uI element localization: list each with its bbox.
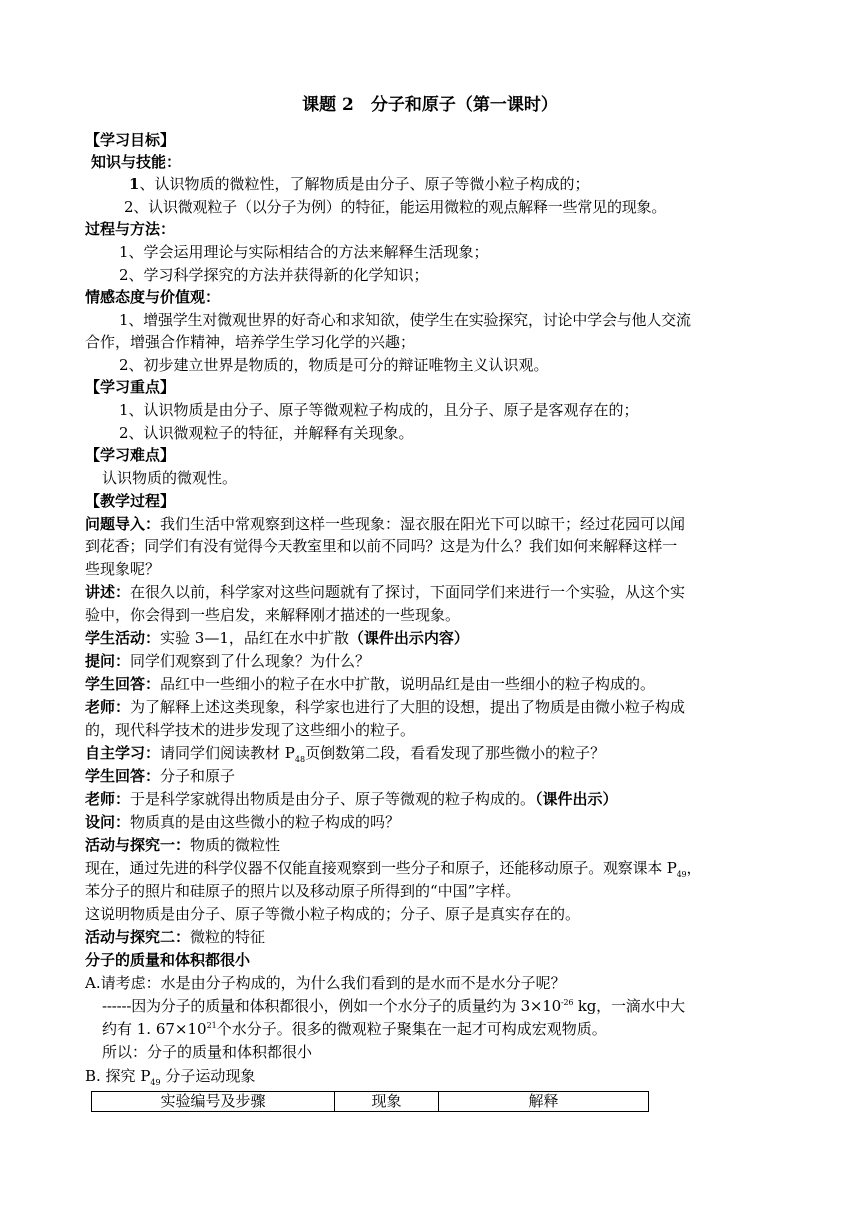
knowledge-item-1-text: 、认识物质的微粒性，了解物质是由分子、原子等微小粒子构成的； (139, 175, 590, 193)
student-answer-1-line (85, 674, 655, 694)
student-activity-label: 学生活动： (85, 629, 161, 647)
set-question-line (85, 812, 400, 832)
part-a-answer-line-1 (102, 996, 685, 1016)
self-study-text-a: 请同学们阅读教材 P (160, 744, 295, 762)
teacher-1-label: 老师： (85, 698, 131, 716)
table-header-steps: 实验编号及步骤 (92, 1092, 335, 1112)
explore-1-para-line-3: 这说明物质是由分子、原子等微小粒子构成的；分子、原子是真实存在的。 (85, 905, 581, 923)
process-section-heading: 【教学过程】 (85, 492, 176, 510)
self-study-text-b: 页倒数第二段，看看发现了那些微小的粒子？ (305, 744, 606, 762)
intro-line-3: 些现象呢？ (85, 560, 161, 578)
knowledge-item-1 (129, 174, 589, 194)
self-study-page-sub: 48 (294, 755, 306, 764)
knowledge-heading: 知识与技能： (91, 153, 182, 171)
table-header-phenomenon: 现象 (335, 1092, 439, 1112)
intro-line-1 (85, 514, 685, 534)
student-activity-note: （课件出示内容） (348, 629, 469, 647)
question-line (85, 651, 370, 671)
explore-1-para-text-b: ， (686, 859, 702, 877)
intro-text-1: 我们生活中常观察到这样一些现象：湿衣服在阳光下可以晾干；经过花园可以闻 (160, 515, 686, 533)
teacher-2-note: （课件出示） (535, 790, 618, 808)
teacher-1-line-2: 的，现代科学技术的进步发现了这些细小的粒子。 (85, 721, 416, 739)
key-point-1: 1、认识物质是由分子、原子等微观粒子构成的，且分子、原子是客观存在的； (119, 401, 639, 419)
part-a-conclusion: 所以：分子的质量和体积都很小 (102, 1043, 313, 1061)
teacher-2-line (85, 789, 618, 809)
mass-volume-heading: 分子的质量和体积都很小 (85, 951, 251, 969)
talk-label: 讲述： (85, 583, 131, 601)
student-answer-2-line (85, 766, 235, 786)
difficulty-item: 认识物质的微观性。 (102, 469, 238, 487)
explore-2-heading (85, 927, 265, 947)
explore-1-page-sub: 49 (676, 870, 687, 879)
intro-label: 问题导入： (85, 515, 161, 533)
emotion-heading: 情感态度与价值观： (85, 288, 221, 306)
student-answer-1-text: 品红中一些细小的粒子在水中扩散，说明品红是由一些细小的粒子构成的。 (160, 675, 656, 693)
part-a-answer-1-exponent: -26 (560, 998, 574, 1007)
part-b-page-sub: 49 (150, 1078, 161, 1087)
student-activity-line (85, 628, 469, 648)
explore-1-para-text-a: 现在，通过先进的科学仪器不仅能直接观察到一些分子和原子，还能移动原子。观察课本 P (85, 859, 677, 877)
process-heading: 过程与方法： (85, 220, 176, 238)
process-item-1: 1、学会运用理论与实际相结合的方法来解释生活现象； (119, 243, 489, 261)
experiment-table (91, 1091, 649, 1112)
table-header-explanation: 解释 (439, 1092, 649, 1112)
set-question-text: 物质真的是由这些微小的粒子构成的吗？ (130, 813, 401, 831)
explore-1-heading (85, 835, 280, 855)
explore-1-label: 活动与探究一： (85, 836, 191, 854)
part-a-answer-2-text-b: 个水分子。很多的微观粒子聚集在一起才可构成宏观物质。 (216, 1020, 607, 1038)
knowledge-item-2: 2、认识微观粒子（以分子为例）的特征，能运用微粒的观点解释一些常见的现象。 (124, 198, 667, 216)
self-study-label: 自主学习： (85, 744, 161, 762)
part-a-question: A.请考虑：水是由分子构成的，为什么我们看到的是水而不是水分子呢？ (85, 974, 566, 992)
part-b-text-a: B. 探究 P (85, 1067, 151, 1085)
question-text: 同学们观察到了什么现象？为什么？ (130, 652, 371, 670)
talk-text-1: 在很久以前，科学家对这些问题就有了探讨，下面同学们来进行一个实验，从这个实 (130, 583, 686, 601)
talk-line-2: 验中，你会得到一些启发，来解释刚才描述的一些现象。 (85, 606, 461, 624)
part-a-answer-line-2 (102, 1019, 607, 1039)
emotion-item-1-line-1: 1、增强学生对微观世界的好奇心和求知欲，使学生在实验探究，讨论中学会与他人交流 (119, 311, 691, 329)
difficulty-heading: 【学习难点】 (85, 446, 176, 464)
part-b-text-b: 分子运动现象 (160, 1067, 256, 1085)
teacher-1-text-1: 为了解释上述这类现象，科学家也进行了大胆的设想，提出了物质是由微小粒子构成 (130, 698, 686, 716)
student-activity-text: 实验 3—1，品红在水中扩散 (160, 629, 349, 647)
part-a-answer-1-text-a: ------因为分子的质量和体积都很小，例如一个水分子的质量约为 3×10 (102, 997, 561, 1015)
part-a-answer-2-text-a: 约有 1. 67×10 (102, 1020, 207, 1038)
emotion-item-2: 2、初步建立世界是物质的，物质是可分的辩证唯物主义认识观。 (119, 356, 549, 374)
explore-2-label: 活动与探究二： (85, 928, 191, 946)
page-title: 课题 2 分子和原子（第一课时） (302, 95, 558, 115)
set-question-label: 设问： (85, 813, 131, 831)
student-answer-2-text: 分子和原子 (160, 767, 236, 785)
self-study-line (85, 743, 605, 763)
explore-1-para-line-1 (85, 858, 701, 878)
teacher-1-line-1 (85, 697, 685, 717)
explore-1-para-line-2: 苯分子的照片和硅原子的照片以及移动原子所得到的“中国”字样。 (85, 882, 521, 900)
table-header-row (92, 1092, 649, 1112)
goals-heading: 【学习目标】 (85, 131, 176, 149)
part-a-answer-1-text-b: kg，一滴水中大 (573, 997, 685, 1015)
part-a-answer-2-exponent: 21 (206, 1021, 217, 1030)
process-item-2: 2、学习科学探究的方法并获得新的化学知识； (119, 266, 429, 284)
talk-line-1 (85, 582, 685, 602)
explore-2-text: 微粒的特征 (190, 928, 266, 946)
knowledge-item-1-number: 1 (129, 175, 140, 193)
intro-line-2: 到花香；同学们有没有觉得今天教室里和以前不同吗？这是为什么？我们如何来解释这样一 (85, 537, 678, 555)
emotion-item-1-line-2: 合作，增强合作精神，培养学生学习化学的兴趣； (85, 333, 416, 351)
teacher-2-label: 老师： (85, 790, 131, 808)
key-points-heading: 【学习重点】 (85, 378, 176, 396)
key-point-2: 2、认识微观粒子的特征，并解释有关现象。 (119, 424, 414, 442)
explore-1-text: 物质的微粒性 (190, 836, 281, 854)
question-label: 提问： (85, 652, 131, 670)
teacher-2-text: 于是科学家就得出物质是由分子、原子等微观的粒子构成的。 (130, 790, 536, 808)
student-answer-2-label: 学生回答： (85, 767, 161, 785)
part-b-line (85, 1066, 255, 1086)
student-answer-1-label: 学生回答： (85, 675, 161, 693)
